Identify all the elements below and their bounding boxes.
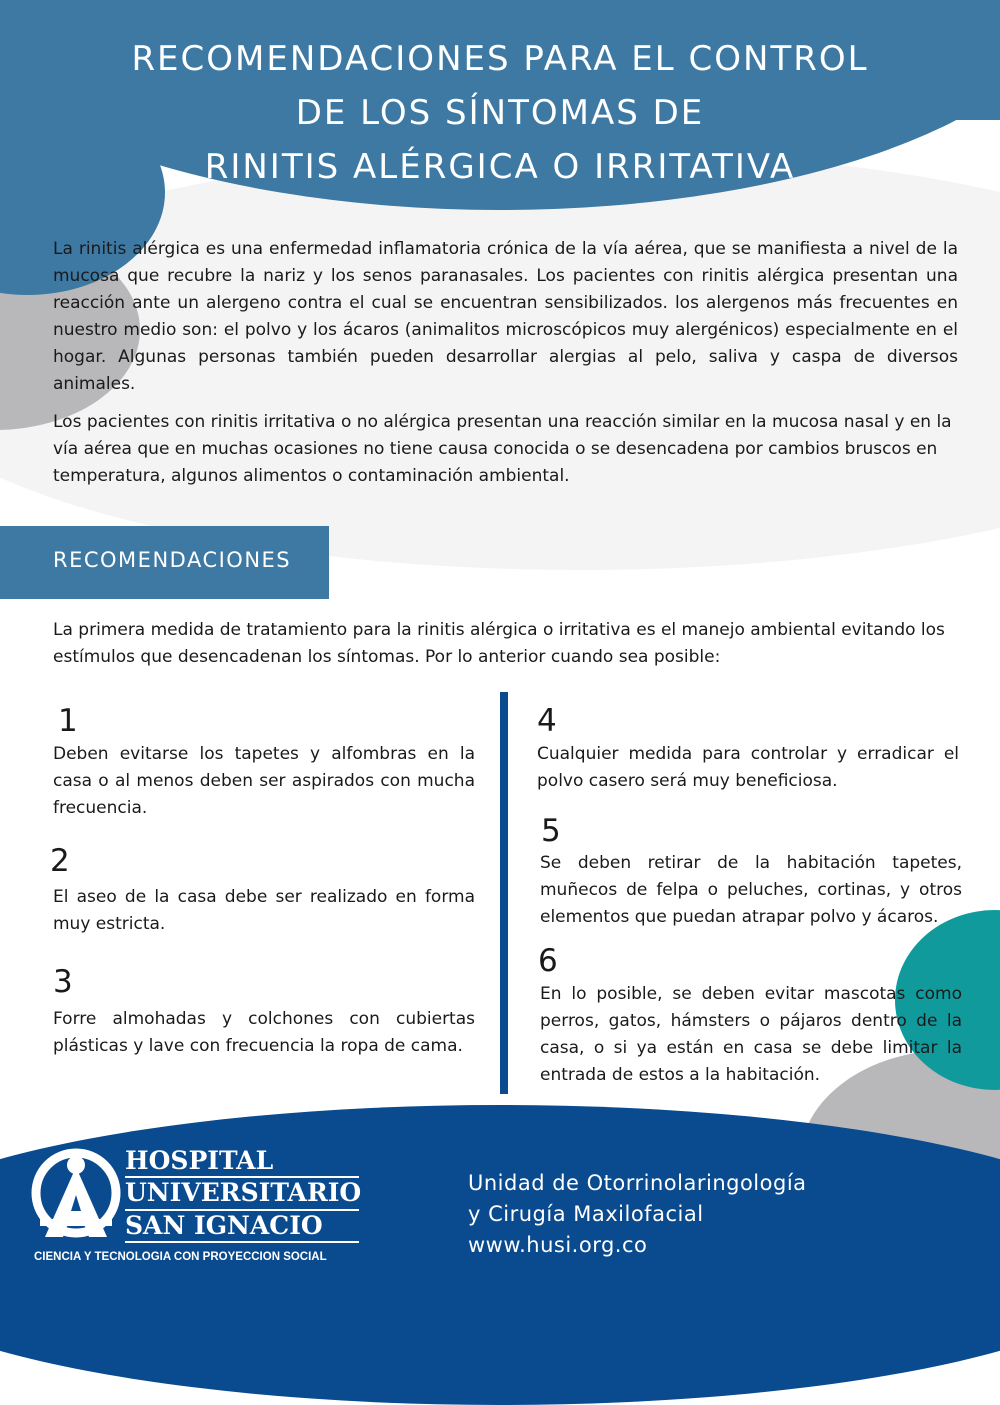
recommendation-number: 2 <box>50 843 70 879</box>
intro-paragraph: La rinitis alérgica es una enfermedad inflamatoria crónica de la vía aérea, que se manifiesta a nivel de la mucosa que recubre la nariz y los senos paranasales. Los pacientes con rinitis alérgica presentan una reacción ante un alergeno contra el cual se encuentran sensibilizados. los alergenos más frecuentes en nuestro medio son: el polvo y los ácaros (animalitos microscópicos muy alergénicos) especialmente en el hogar. Algunas personas también pueden desarrollar alergias al pelo, saliva y caspa de diversos animales. <box>53 239 958 394</box>
recommendation-text: Deben evitarse los tapetes y alfombras en la casa o al menos deben ser aspirados con mucha frecuencia. <box>53 744 475 818</box>
website-link[interactable]: www.husi.org.co <box>468 1233 648 1257</box>
intro-paragraph: Los pacientes con rinitis irritativa o no alérgica presentan una reacción similar en la mucosa nasal y en la vía aérea que en muchas ocasiones no tiene causa conocida o se desencadena por cambios bruscos en temperatura, algunos alimentos o contaminación ambiental. <box>53 412 952 486</box>
logo-tagline: CIENCIA Y TECNOLOGIA CON PROYECCION SOCIAL <box>34 1251 327 1263</box>
title-line: DE LOS SÍNTOMAS DE <box>295 93 705 133</box>
logo-rule <box>125 1241 359 1243</box>
recommendation-number: 5 <box>541 813 561 849</box>
unit-name-line: Unidad de Otorrinolaringología <box>468 1171 807 1195</box>
title-line: RINITIS ALÉRGICA O IRRITATIVA <box>204 147 796 187</box>
footer-contact <box>468 1168 807 1261</box>
recommendation-text: En lo posible, se deben evitar mascotas como perros, gatos, hámsters o pájaros dentro de la casa, o si ya están en casa se debe limitar la entrada de estos a la habitación. <box>540 984 962 1085</box>
recommendation-number: 4 <box>537 703 557 739</box>
recommendation-text: El aseo de la casa debe ser realizado en forma muy estricta. <box>53 887 475 934</box>
section-title: RECOMENDACIONES <box>53 548 292 572</box>
recommendations-intro: La primera medida de tratamiento para la rinitis alérgica o irritativa es el manejo ambiental evitando los estímulos que desencadenan los síntomas. Por lo anterior cuando sea posible: <box>53 620 945 667</box>
hospital-emblem-icon <box>30 1145 122 1245</box>
page-title <box>0 32 1000 194</box>
hospital-logo <box>30 1145 365 1270</box>
recommendation-number: 3 <box>53 964 73 1000</box>
recommendation-number: 1 <box>58 703 78 739</box>
recommendation-text: Forre almohadas y colchones con cubiertas plásticas y lave con frecuencia la ropa de cama. <box>53 1009 475 1056</box>
unit-name-line: y Cirugía Maxilofacial <box>468 1202 704 1226</box>
logo-text: SAN IGNACIO <box>125 1211 323 1240</box>
logo-text: HOSPITAL <box>125 1146 274 1175</box>
recommendation-text: Cualquier medida para controlar y erradicar el polvo casero será muy beneficiosa. <box>537 744 959 791</box>
title-line: RECOMENDACIONES PARA EL CONTROL <box>131 39 869 79</box>
column-divider <box>500 692 508 1094</box>
recommendation-number: 6 <box>538 943 558 979</box>
logo-text: UNIVERSITARIO <box>125 1178 362 1207</box>
section-banner <box>0 526 329 599</box>
recommendation-text: Se deben retirar de la habitación tapetes, muñecos de felpa o peluches, cortinas, y otros elementos que puedan atrapar polvo y ácaros. <box>540 853 962 927</box>
